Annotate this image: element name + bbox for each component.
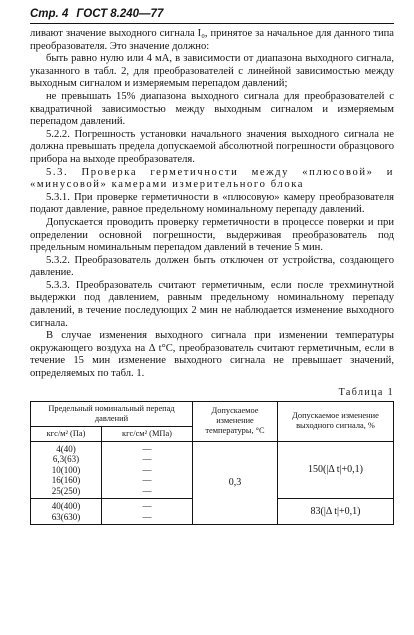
section-heading: 5.3. Проверка герметичности между «плюсовой» и «минусовой» камерами измерительного блока bbox=[30, 166, 394, 191]
table-cell: 40(400) bbox=[51, 501, 81, 512]
pressure-unit-header-1: кгс/м² (Па) bbox=[31, 426, 102, 441]
signal-change-header: Допускаемое изменение выходного сигнала, % bbox=[278, 401, 394, 441]
paragraph: не превышать 15% диапазона выходного сигнала для преобразователей с квадратичной зависимостью между выходным сигналом и измеряемым перепадом давлений. bbox=[30, 90, 394, 128]
table-cell: — bbox=[142, 443, 152, 454]
document-page bbox=[30, 8, 394, 525]
mpa-values bbox=[102, 441, 193, 499]
table-row bbox=[31, 441, 394, 499]
paragraph: 5.3.3. Преобразователь считают герметичным, если после трехминутной выдержки под давлением, равным предельному номинальному перепаду давлений, в течение последующих 2 мин не наблюдается изменение выходного сигнала. bbox=[30, 279, 394, 329]
paragraph: В случае изменения выходного сигнала при изменении температуры окружающего воздуха на Δ t°C, преобразователь считают герметичным, если в течение 15 мин изменение выходного сигнала не превышает значений, определяемых по табл. 1. bbox=[30, 330, 394, 380]
paragraph: 5.2.2. Погрешность установки начального значения выходного сигнала не должна превышать предела допускаемой абсолютной погрешности образцового прибора на выходе преобразователя. bbox=[30, 128, 394, 165]
table-cell: 16(160) bbox=[51, 475, 81, 486]
mpa-values bbox=[102, 499, 193, 525]
paragraph: 5.3.1. При проверке герметичности в «плюсовую» камеру преобразователя подают давление, равное предельному номинальному перепаду давлений. bbox=[30, 191, 394, 216]
paragraph: 5.3.2. Преобразователь должен быть отключен от устройства, создающего давление. bbox=[30, 254, 394, 279]
table-cell: — bbox=[142, 501, 152, 512]
pressure-header: Предельный номинальный перепад давлений bbox=[31, 401, 193, 426]
paragraph: ливают значение выходного сигнала I₀, принятое за начальное для данного типа преобразователя. Это значение должно: bbox=[30, 28, 394, 52]
table-cell: 10(100) bbox=[51, 464, 81, 475]
page-header bbox=[30, 8, 394, 24]
pressure-values bbox=[31, 441, 102, 499]
table-cell: 25(250) bbox=[51, 485, 81, 496]
table-cell: — bbox=[142, 485, 152, 496]
signal-change-value: 83(|Δ t|+0,1) bbox=[278, 499, 394, 525]
table-cell: — bbox=[142, 464, 152, 475]
temperature-header: Допускаемое изменение температуры, °С bbox=[193, 401, 278, 441]
temperature-value: 0,3 bbox=[193, 441, 278, 525]
table-cell: — bbox=[142, 454, 152, 465]
table-cell: 63(630) bbox=[51, 511, 81, 522]
pressure-values bbox=[31, 499, 102, 525]
tolerance-table bbox=[30, 401, 394, 526]
table-cell: 4(40) bbox=[56, 443, 76, 454]
table-cell: 6,3(63) bbox=[52, 454, 80, 465]
signal-change-value: 150(|Δ t|+0,1) bbox=[278, 441, 394, 499]
table-caption: Таблица 1 bbox=[338, 386, 394, 398]
page-number: Стр. 4 bbox=[30, 8, 69, 20]
table-cell: — bbox=[142, 511, 152, 522]
body-text bbox=[30, 28, 394, 381]
standard-code: ГОСТ 8.240—77 bbox=[76, 8, 164, 20]
paragraph: Допускается проводить проверку герметичности в процессе поверки и при определении основной погрешности, выдерживая преобразователь под предельным номинальным перепадом давлений в течение 5 мин. bbox=[30, 216, 394, 254]
pressure-unit-header-2: кгс/см² (МПа) bbox=[102, 426, 193, 441]
paragraph: быть равно нулю или 4 мА, в зависимости от диапазона выходного сигнала, указанного в табл. 2, для преобразователей с линейной зависимостью между выходным сигналом и измеряемым перепадом давлений; bbox=[30, 53, 394, 90]
table-cell: — bbox=[142, 475, 152, 486]
